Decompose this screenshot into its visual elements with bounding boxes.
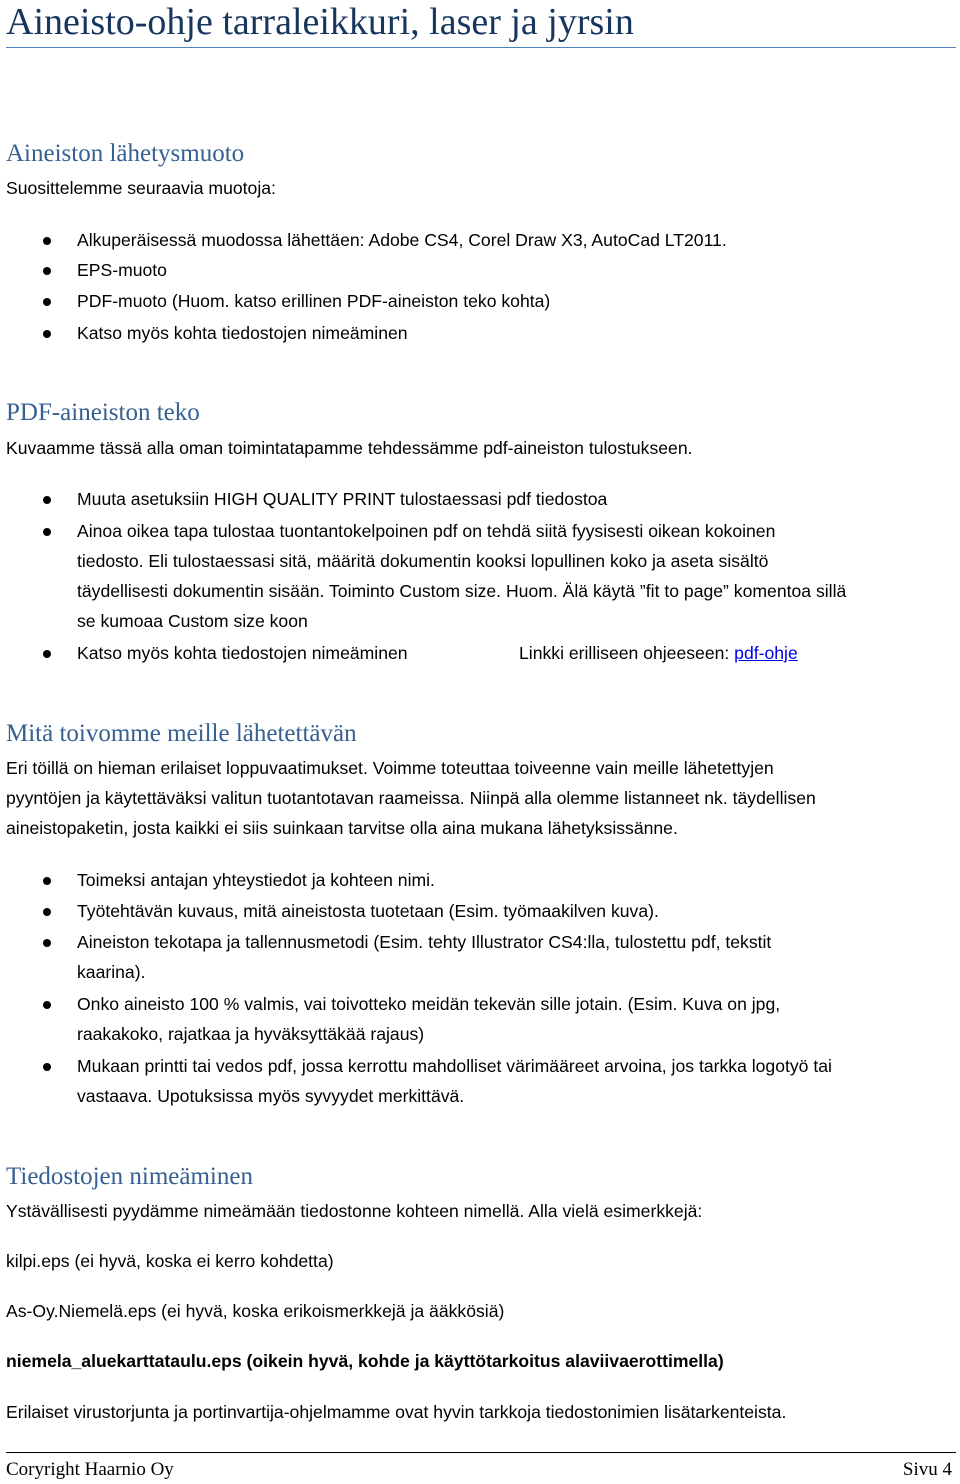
list-item-line: Aineiston tekotapa ja tallennusmetodi (Esim. tehty Illustrator CS4:lla, tulostettu pdf, tekstit: [77, 932, 772, 952]
bullet-icon: [43, 908, 51, 916]
section-heading-format: Aineiston lähetysmuoto: [6, 140, 245, 167]
section-intro: Kuvaamme tässä alla oman toimintatapamme tehdessämme pdf-aineiston tulostukseen.: [6, 438, 693, 458]
list-item: [77, 1051, 957, 1111]
list-item-line: kaarina).: [77, 962, 146, 982]
list-item-line: Mukaan printti tai vedos pdf, jossa kerrottu mahdolliset värimääreet arvoina, jos tarkka logotyö tai: [77, 1056, 832, 1076]
footer-divider: [6, 1452, 956, 1453]
section-intro: [6, 753, 954, 843]
bullet-icon: [43, 877, 51, 885]
bullet-icon: [43, 330, 51, 338]
document-title: Aineisto-ohje tarraleikkuri, laser ja jyrsin: [6, 1, 634, 43]
list-item-line: vastaava. Upotuksissa myös syvyydet merkittävä.: [77, 1086, 465, 1106]
list-item: Katso myös kohta tiedostojen nimeäminen: [77, 323, 408, 343]
list-item: [77, 989, 957, 1049]
section-intro: Ystävällisesti pyydämme nimeämään tiedostonne kohteen nimellä. Alla vielä esimerkkejä:: [6, 1201, 703, 1221]
list-item: Katso myös kohta tiedostojen nimeäminen: [77, 643, 408, 663]
pdf-guide-link[interactable]: pdf-ohje: [734, 643, 798, 663]
paragraph-line: pyyntöjen ja käytettäväksi valitun tuotantotavan raameissa. Niinpä alla olemme listanneet nk. täydellisen: [6, 788, 816, 808]
list-item-line: Onko aineisto 100 % valmis, vai toivotteko meidän tekevän sille jotain. (Esim. Kuva on jpg,: [77, 994, 781, 1014]
list-item-line: täydellisesti dokumentin sisään. Toiminto Custom size. Huom. Älä käytä ”fit to page” komentoa sillä: [77, 581, 847, 601]
paragraph-line: aineistopaketin, josta kaikki ei siis suinkaan tarvitse olla aina mukana lähetyksissänne.: [6, 818, 678, 838]
list-item-line: Ainoa oikea tapa tulostaa tuontantokelpoinen pdf on tehdä siitä fyysisesti oikean kokoinen: [77, 521, 776, 541]
list-item: Alkuperäisessä muodossa lähettäen: Adobe CS4, Corel Draw X3, AutoCad LT2011.: [77, 230, 727, 250]
naming-example: As-Oy.Niemelä.eps (ei hyvä, koska erikoismerkkejä ja ääkkösiä): [6, 1301, 505, 1321]
list-item: [77, 927, 957, 987]
list-item: PDF-muoto (Huom. katso erillinen PDF-aineiston teko kohta): [77, 291, 551, 311]
list-item-line: tiedosto. Eli tulostaessasi sitä, määritä dokumentin kooksi lopullinen koko ja aseta sisältö: [77, 551, 769, 571]
closing-note: Erilaiset virustorjunta ja portinvartija-ohjelmamme ovat hyvin tarkkoja tiedostonimien lisätarkenteista.: [6, 1402, 787, 1422]
bullet-icon: [43, 1063, 51, 1071]
bullet-icon: [43, 267, 51, 275]
footer-copyright: Coryright Haarnio Oy: [6, 1459, 174, 1480]
section-intro: Suosittelemme seuraavia muotoja:: [6, 178, 276, 198]
list-item: Työtehtävän kuvaus, mitä aineistosta tuotetaan (Esim. työmaakilven kuva).: [77, 901, 659, 921]
bullet-icon: [43, 298, 51, 306]
list-item: Muuta asetuksiin HIGH QUALITY PRINT tulostaessasi pdf tiedostoa: [77, 489, 608, 509]
naming-example-good: niemela_aluekarttataulu.eps (oikein hyvä, kohde ja käyttötarkoitus alaviivaerottimella): [6, 1351, 724, 1371]
list-item: [77, 516, 957, 636]
link-label: Linkki erilliseen ohjeeseen:: [519, 643, 735, 663]
footer-page-number: Sivu 4: [902, 1459, 952, 1480]
bullet-icon: [43, 237, 51, 245]
bullet-icon: [43, 496, 51, 504]
list-item-line: se kumoaa Custom size koon: [77, 611, 308, 631]
list-item: Toimeksi antajan yhteystiedot ja kohteen nimi.: [77, 870, 435, 890]
title-divider: [6, 47, 956, 48]
bullet-icon: [43, 650, 51, 658]
section-heading-wishes: Mitä toivomme meille lähetettävän: [6, 720, 357, 747]
list-item: EPS-muoto: [77, 260, 167, 280]
bullet-icon: [43, 528, 51, 536]
section-heading-naming: Tiedostojen nimeäminen: [6, 1163, 253, 1190]
naming-example: kilpi.eps (ei hyvä, koska ei kerro kohdetta): [6, 1251, 334, 1271]
list-item-line: raakakoko, rajatkaa ja hyväksyttäkää rajaus): [77, 1024, 425, 1044]
bullet-icon: [43, 939, 51, 947]
paragraph-line: Eri töillä on hieman erilaiset loppuvaatimukset. Voimme toteuttaa toiveenne vain meille lähetettyjen: [6, 758, 774, 778]
section-heading-pdf: PDF-aineiston teko: [6, 399, 200, 426]
bullet-icon: [43, 1001, 51, 1009]
link-row: [519, 638, 798, 668]
